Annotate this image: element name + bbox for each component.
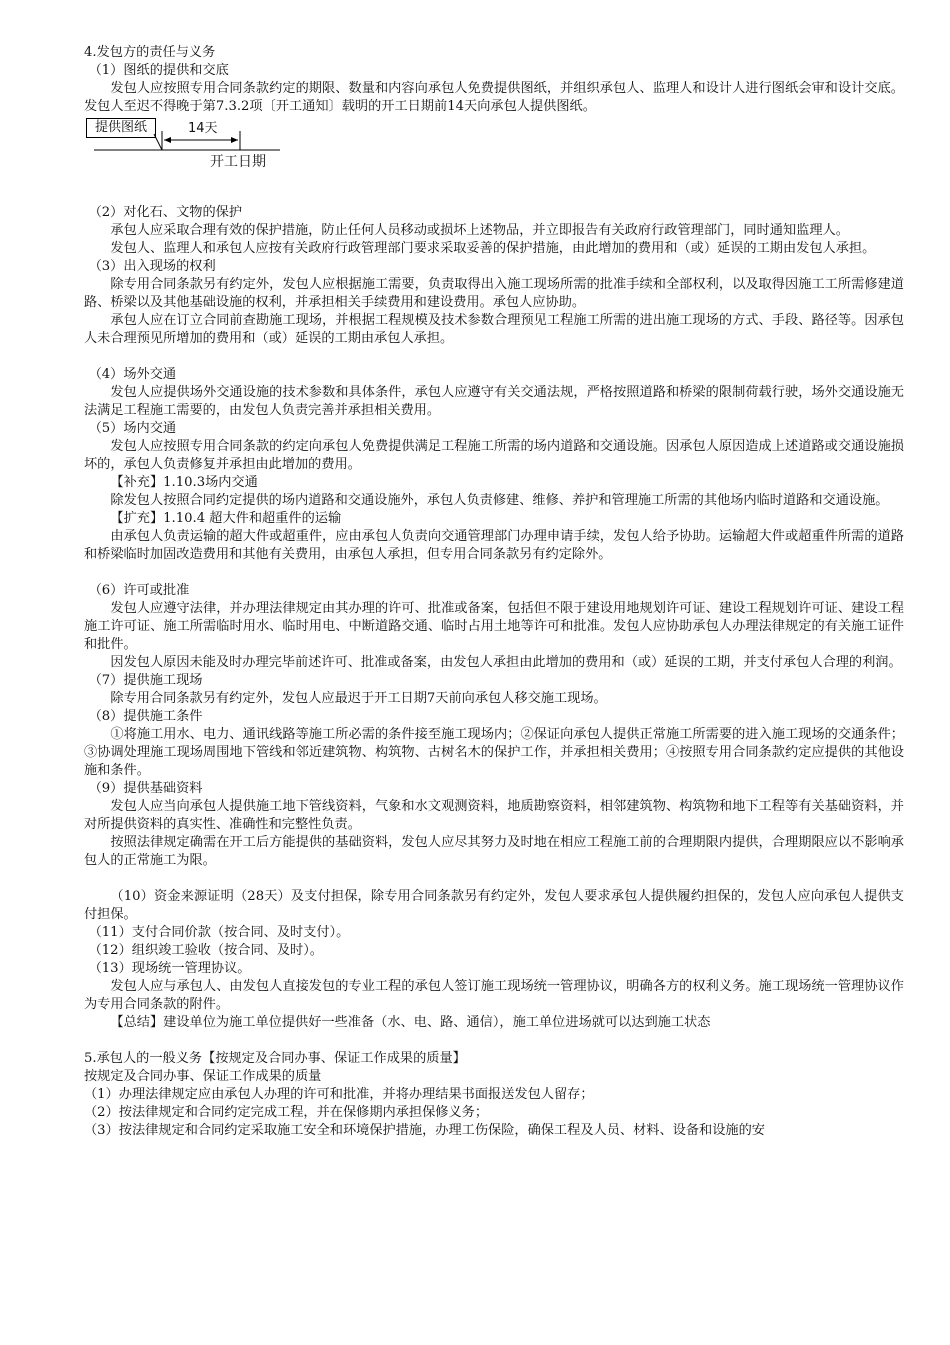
slant-line [154,134,162,150]
summary: 【总结】建设单位为施工单位提供好一些准备（水、电、路、通信），施工单位进场就可以达到施工状态 [110,1015,711,1030]
paragraph: （10）资金来源证明（28天）及支付担保，除专用合同条款另有约定外，发包人要求承包人提供履约担保的，发包人应向承包人提供支付担保。 [84,889,904,922]
paragraph: 发包人应按照专用合同条款约定的期限、数量和内容向承包人免费提供图纸，并组织承包人、监理人和设计人进行图纸会审和设计交底。发包人至迟不得晚于第7.3.2项〔开工通知〕载明的开工日期前14天向承包人提供图纸。 [84,81,904,114]
paragraph: 因发包人原因未能及时办理完毕前述许可、批准或备案，由发包人承担由此增加的费用和（或）延误的工期，并支付承包人合理的利润。 [110,655,902,670]
subsection-title: （6）许可或批准 [88,583,190,598]
section-subheading: 按规定及合同办事、保证工作成果的质量 [84,1069,322,1084]
document-body [84,44,904,1140]
subsection-title: （2）对化石、文物的保护 [88,205,243,220]
section-heading: 4.发包方的责任与义务 [84,45,216,60]
subsection-title: （4）场外交通 [88,367,177,382]
list-item: （2）按法律规定和合同约定完成工程，并在保修期内承担保修义务； [84,1105,489,1120]
paragraph: 除发包人按照合同约定提供的场内道路和交通设施外，承包人负责修建、维修、养护和管理施工所需的其他场内临时道路和交通设施。 [110,493,889,508]
paragraph: 除专用合同条款另有约定外，发包人应根据施工需要，负责取得出入施工现场所需的批准手续和全部权利，以及取得因施工工所需修建道路、桥梁以及其他基础设施的权利，并承担相关手续费用和建设费用。承包人应协助。 [84,277,904,310]
paragraph: 除专用合同条款另有约定外，发包人应最迟于开工日期7天前向承包人移交施工现场。 [110,691,607,706]
paragraph: 承包人应采取合理有效的保护措施，防止任何人员移动或损坏上述物品，并立即报告有关政府行政管理部门，同时通知监理人。 [110,223,849,238]
paragraph: 发包人应当向承包人提供施工地下管线资料，气象和水文观测资料，地质勘察资料，相邻建筑物、构筑物和地下工程等有关基础资料，并对所提供资料的真实性、准确性和完整性负责。 [84,799,904,832]
days-label: 14天 [188,121,218,136]
paragraph: 按照法律规定确需在开工后方能提供的基础资料，发包人应尽其努力及时地在相应工程施工前的合理期限内提供，合理期限应以不影响承包人的正常施工为限。 [84,835,904,868]
start-date-label: 开工日期 [210,154,266,170]
subsection-title: （8）提供施工条件 [88,709,203,724]
list-item: （11）支付合同价款（按合同、及时支付）。 [88,925,350,940]
paragraph: 承包人应在订立合同前查勘施工现场，并根据工程规模及技术参数合理预见工程施工所需的进出施工现场的方式、手段、路径等。因承包人未合理预见所增加的费用和（或）延误的工期由承包人承担。 [84,313,904,346]
paragraph: 发包人应按照专用合同条款的约定向承包人免费提供满足工程施工所需的场内道路和交通设施。因承包人原因造成上述道路或交通设施损坏的，承包人负责修复并承担由此增加的费用。 [84,439,904,472]
right-arrowhead [231,137,238,143]
subsection-title: （9）提供基础资料 [88,781,203,796]
list-item: （12）组织竣工验收（按合同、及时）。 [88,943,323,958]
list-item: （13）现场统一管理协议。 [88,961,251,976]
paragraph: 发包人应与承包人、由发包人直接发包的专业工程的承包人签订施工现场统一管理协议，明确各方的权利义务。施工现场统一管理协议作为专用合同条款的附件。 [84,979,904,1012]
subsection-title: （3）出入现场的权利 [88,259,216,274]
list-item: （1）办理法律规定应由承包人办理的许可和批准，并将办理结果书面报送发包人留存； [84,1087,594,1102]
subsection-title: （1）图纸的提供和交底 [88,63,229,78]
left-arrowhead [164,137,171,143]
supplement-title: 【补充】1.10.3场内交通 [110,475,258,490]
provide-drawings-box: 提供图纸 [86,118,156,138]
paragraph: 由承包人负责运输的超大件或超重件，应由承包人负责向交通管理部门办理申请手续，发包人给予协助。运输超大件或超重件所需的道路和桥梁临时加固改造费用和其他有关费用，由承包人承担，但专用合同条款另有约定除外。 [84,529,904,562]
list-item: （3）按法律规定和合同约定采取施工安全和环境保护措施，办理工伤保险，确保工程及人员、材料、设备和设施的安 [84,1123,765,1138]
paragraph: 发包人应提供场外交通设施的技术参数和具体条件，承包人应遵守有关交通法规，严格按照道路和桥梁的限制荷载行驶，场外交通设施无法满足工程施工需要的，由发包人负责完善并承担相关费用。 [84,385,904,418]
section-heading: 5.承包人的一般义务【按规定及合同办事、保证工作成果的质量】 [84,1051,466,1066]
paragraph: ①将施工用水、电力、通讯线路等施工所必需的条件接至施工现场内；②保证向承包人提供正常施工所需要的进入施工现场的交通条件；③协调处理施工现场周围地下管线和邻近建筑物、构筑物、古树名木的保护工作，并承担相关费用；④按照专用合同条款约定应提供的其他设施和条件。 [84,727,904,778]
subsection-title: （7）提供施工现场 [88,673,203,688]
subsection-title: （5）场内交通 [88,421,177,436]
extension-title: 【扩充】1.10.4 超大件和超重件的运输 [110,511,342,526]
paragraph: 发包人、监理人和承包人应按有关政府行政管理部门要求采取妥善的保护措施，由此增加的费用和（或）延误的工期由发包人承担。 [110,241,876,256]
paragraph: 发包人应遵守法律，并办理法律规定由其办理的许可、批准或备案，包括但不限于建设用地规划许可证、建设工程规划许可证、建设工程施工许可证、施工所需临时用水、临时用电、中断道路交通、临时占用土地等许可和批准。发包人应协助承包人办理法律规定的有关施工证件和批件。 [84,601,904,652]
timeline-diagram [84,116,904,186]
